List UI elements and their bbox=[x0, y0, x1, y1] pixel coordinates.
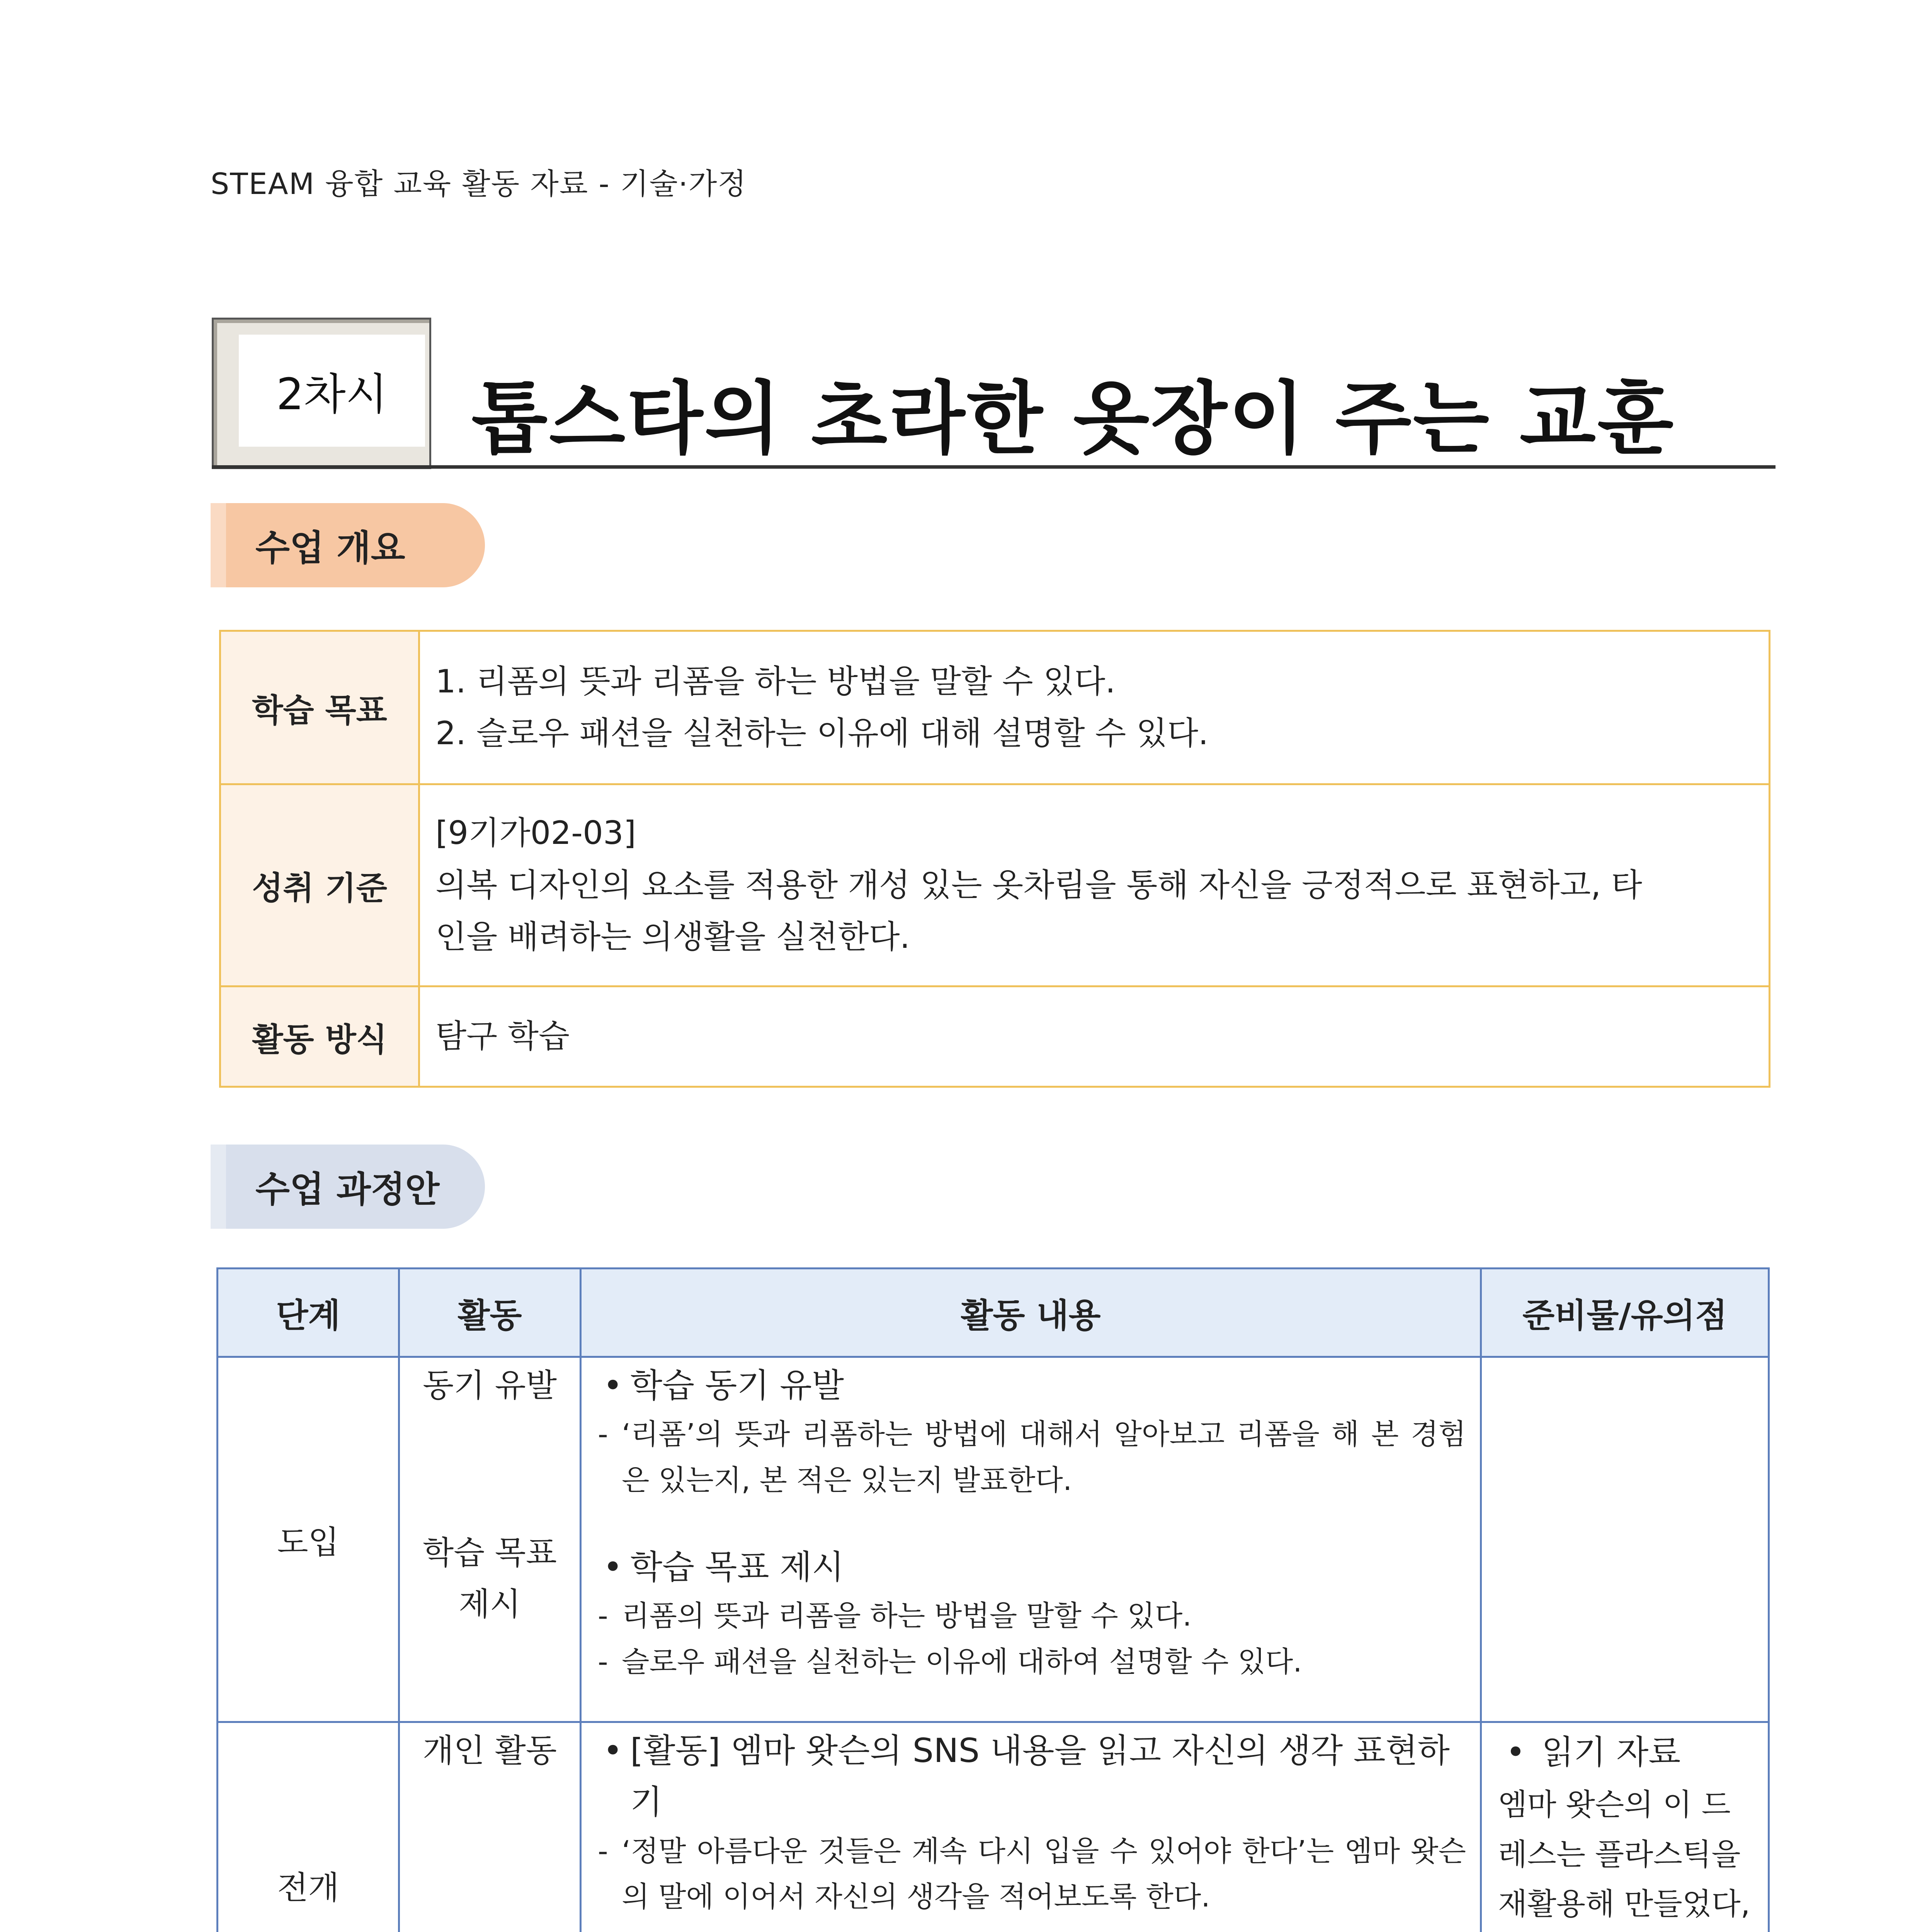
activity-label: 제시 bbox=[459, 1585, 521, 1623]
activity-label: 학습 목표 bbox=[422, 1534, 557, 1571]
column-header: 단계 bbox=[218, 1269, 399, 1357]
overview-row-standard bbox=[220, 784, 1770, 986]
materials-cell bbox=[1481, 1722, 1769, 1932]
title-divider bbox=[212, 465, 1776, 469]
content-item: ‘정말 아름다운 것들은 계속 다시 입을 수 있어야 한다’는 엠마 왓슨의 말에 이어서 자신의 생각을 적어보도록 한다. bbox=[622, 1834, 1466, 1913]
process-row-intro bbox=[218, 1357, 1769, 1722]
method-line: 탐구 학습 bbox=[435, 1017, 570, 1055]
session-badge bbox=[212, 318, 431, 469]
section-heading-process: 수업 과정안 bbox=[211, 1145, 485, 1229]
column-header: 준비물/유의점 bbox=[1481, 1269, 1769, 1357]
bullet-icon: • bbox=[603, 1548, 623, 1587]
standard-line: 의복 디자인의 요소를 적용한 개성 있는 옷차림을 통해 자신을 긍정적으로 표현하고, 타 bbox=[435, 866, 1642, 904]
activity-cell bbox=[399, 1722, 581, 1932]
standard-line: [9기가02-03] bbox=[435, 814, 636, 852]
goal-line: 2. 슬로우 패션을 실천하는 이유에 대해 설명할 수 있다. bbox=[435, 714, 1209, 752]
materials-cell bbox=[1481, 1357, 1769, 1722]
session-label: 2차시 bbox=[239, 335, 425, 447]
overview-value bbox=[419, 631, 1770, 784]
column-header: 활동 bbox=[399, 1269, 581, 1357]
materials-line bbox=[1498, 1929, 1756, 1932]
content-item: 리폼의 뜻과 리폼을 하는 방법을 말할 수 있다. bbox=[622, 1599, 1192, 1633]
bullet-icon: • bbox=[603, 1731, 623, 1770]
stage-cell: 전개 bbox=[218, 1722, 399, 1932]
stage-cell: 도입 bbox=[218, 1357, 399, 1722]
overview-label: 학습 목표 bbox=[220, 631, 419, 784]
materials-line: 레스는 플라스틱을 bbox=[1498, 1837, 1741, 1872]
page-title: 톱스타의 초라한 옷장이 주는 교훈 bbox=[471, 373, 1675, 465]
overview-label: 활동 방식 bbox=[220, 986, 419, 1087]
materials-line: 엠마 왓슨의 이 드 bbox=[1498, 1787, 1731, 1822]
overview-table bbox=[219, 630, 1770, 1088]
overview-value bbox=[419, 784, 1770, 986]
materials-line: 재활용해 만들었다, bbox=[1498, 1887, 1750, 1922]
document-header: STEAM 융합 교육 활동 자료 - 기술·가정 bbox=[211, 167, 747, 201]
overview-label: 성취 기준 bbox=[220, 784, 419, 986]
content-cell: • [활동] 엠마 왓슨의 SNS 내용을 읽고 자신의 생각 표현하기 - ‘정말 아름다운 것들은 계속 다시 입을 수 있어야 한다’는 엠마 왓슨의 말에 이어서 자신의 생각을 적어보도록 한다. bbox=[581, 1722, 1481, 1932]
overview-row-goals bbox=[220, 631, 1770, 784]
activity-cell bbox=[399, 1357, 581, 1722]
process-row-development bbox=[218, 1722, 1769, 1932]
activity-label: 개인 활동 bbox=[422, 1732, 557, 1769]
content-heading: 학습 목표 제시 bbox=[630, 1548, 844, 1587]
column-header: 활동 내용 bbox=[581, 1269, 1481, 1357]
section-heading-overview: 수업 개요 bbox=[211, 503, 485, 587]
overview-row-method bbox=[220, 986, 1770, 1087]
process-table bbox=[216, 1267, 1770, 1932]
content-heading: 학습 동기 유발 bbox=[630, 1366, 844, 1405]
content-item: 슬로우 패션을 실천하는 이유에 대하여 설명할 수 있다. bbox=[622, 1645, 1302, 1679]
activity-label: 동기 유발 bbox=[422, 1367, 557, 1404]
materials-heading: 읽기 자료 bbox=[1541, 1733, 1681, 1772]
content-heading: [활동] 엠마 왓슨의 SNS 내용을 읽고 자신의 생각 표현하기 bbox=[630, 1731, 1450, 1822]
bullet-icon: • bbox=[603, 1366, 623, 1405]
overview-value bbox=[419, 986, 1770, 1087]
goal-line: 1. 리폼의 뜻과 리폼을 하는 방법을 말할 수 있다. bbox=[435, 662, 1116, 700]
bullet-icon: • bbox=[1506, 1733, 1526, 1772]
standard-line: 인을 배려하는 의생활을 실천한다. bbox=[435, 918, 910, 956]
content-item: ‘리폼’의 뜻과 리폼하는 방법에 대해서 알아보고 리폼을 해 본 경험은 있는지, 본 적은 있는지 발표한다. bbox=[622, 1418, 1466, 1497]
content-cell: • 학습 동기 유발 - ‘리폼’의 뜻과 리폼하는 방법에 대해서 알아보고 리폼을 해 본 경험은 있는지, 본 적은 있는지 발표한다. • 학습 목표 제시 - 리폼의 뜻과 리폼을 하는 방법을 말할 수 있다. - 슬로우 패션을 실천하는 이유에 대하여 설명할 수 있다. bbox=[581, 1357, 1481, 1722]
process-header-row bbox=[218, 1269, 1769, 1357]
